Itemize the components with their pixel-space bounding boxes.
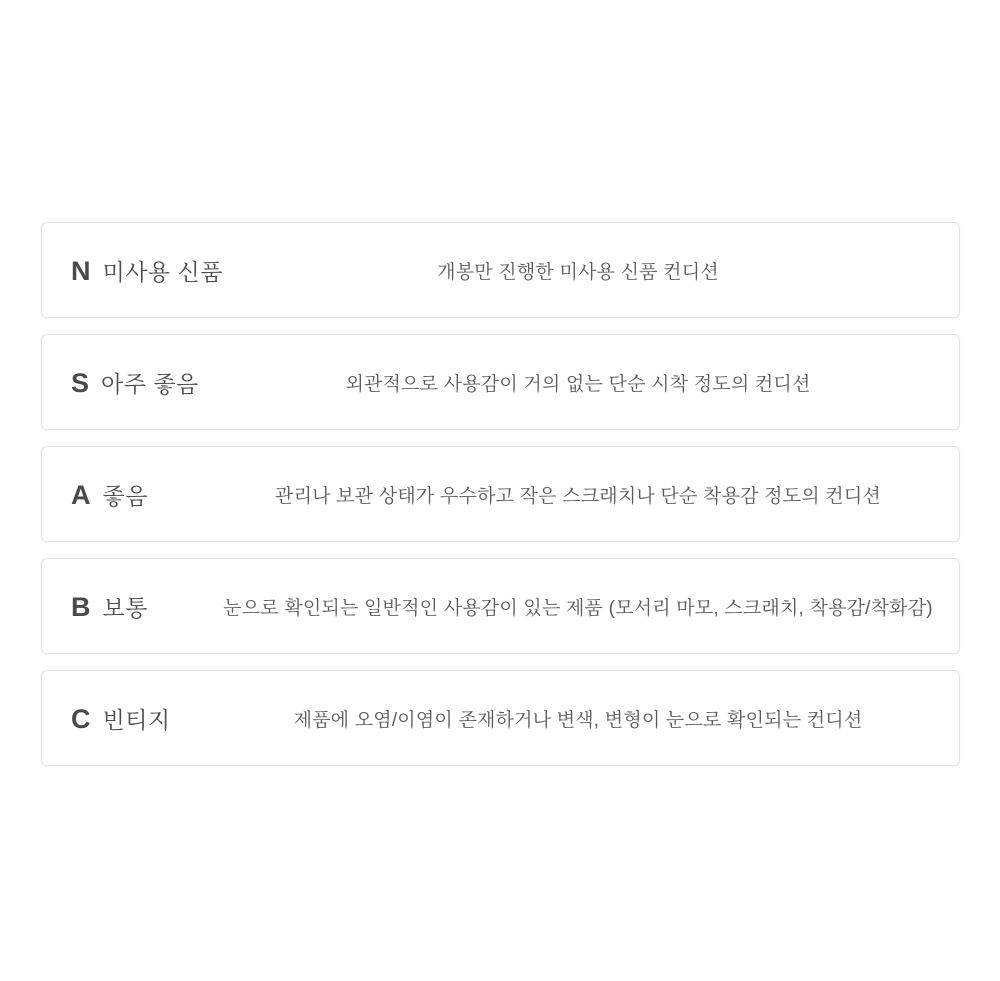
- grade-name: 미사용 신품: [102, 258, 223, 285]
- grade-name: 빈티지: [102, 706, 171, 733]
- grade-description: 눈으로 확인되는 일반적인 사용감이 있는 제품 (모서리 마모, 스크래치, 착용감/착화감): [223, 597, 933, 619]
- grade-label: [71, 478, 197, 511]
- grade-description: 관리나 보관 상태가 우수하고 작은 스크래치나 단순 착용감 정도의 컨디션: [275, 485, 881, 507]
- grade-name: 좋음: [102, 482, 148, 509]
- grade-description: 개봉만 진행한 미사용 신품 컨디션: [437, 261, 719, 283]
- grade-name: 아주 좋음: [101, 370, 199, 397]
- condition-card-b: [41, 558, 960, 654]
- grade-description: 외관적으로 사용감이 거의 없는 단순 시착 정도의 컨디션: [345, 373, 811, 395]
- grade-label: [71, 254, 223, 287]
- condition-card-a: [41, 446, 960, 542]
- grade-name: 보통: [102, 594, 148, 621]
- grade-description: 제품에 오염/이염이 존재하거나 변색, 변형이 눈으로 확인되는 컨디션: [293, 709, 863, 731]
- grade-letter: N: [71, 255, 91, 286]
- grade-letter: B: [71, 591, 91, 622]
- grade-label: [71, 366, 197, 399]
- condition-grade-list: [41, 222, 960, 766]
- grade-label: [71, 590, 197, 623]
- condition-card-n: [41, 222, 960, 318]
- grade-label: [71, 702, 197, 735]
- grade-letter: C: [71, 703, 91, 734]
- condition-card-c: [41, 670, 960, 766]
- grade-letter: A: [71, 479, 91, 510]
- grade-letter: S: [71, 367, 90, 398]
- condition-card-s: [41, 334, 960, 430]
